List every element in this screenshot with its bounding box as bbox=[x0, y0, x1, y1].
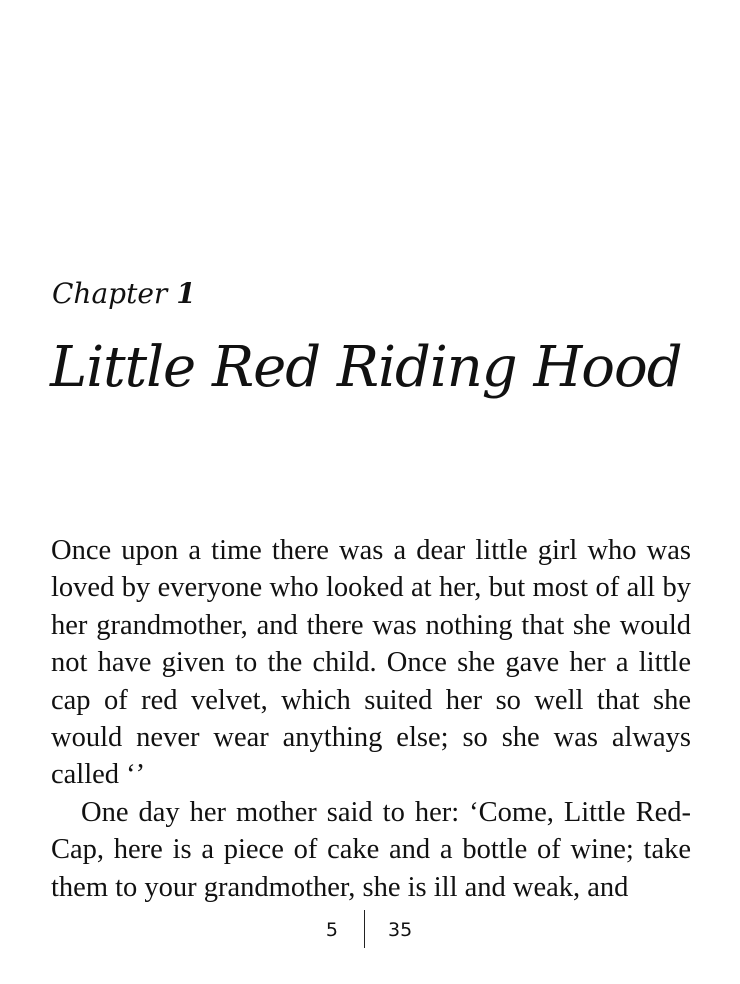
paragraph-2: One day her mother said to her: ‘Come, Little Red-Cap, here is a piece of cake and a bottle of wine; take them to your grandmother, she is ill and weak, and bbox=[51, 796, 691, 903]
chapter-title: Little Red Riding Hood bbox=[50, 335, 682, 400]
current-page-number: 5 bbox=[325, 919, 338, 941]
paragraph-1: Once upon a time there was a dear little girl who was loved by everyone who looked at her, but most of all by her grandmother, and there was nothing that she would not have given to the child. Once she gave her a little cap of red velvet, which suited her so well that she would never wear anything else; so she was always called ‘’ bbox=[51, 535, 691, 791]
footer-divider bbox=[364, 910, 365, 948]
page-footer bbox=[0, 910, 740, 948]
chapter-body bbox=[51, 532, 691, 906]
total-pages-number: 35 bbox=[388, 919, 413, 941]
chapter-label bbox=[52, 276, 196, 312]
chapter-number: 1 bbox=[176, 277, 196, 310]
chapter-label-prefix: Chapter bbox=[52, 277, 168, 310]
